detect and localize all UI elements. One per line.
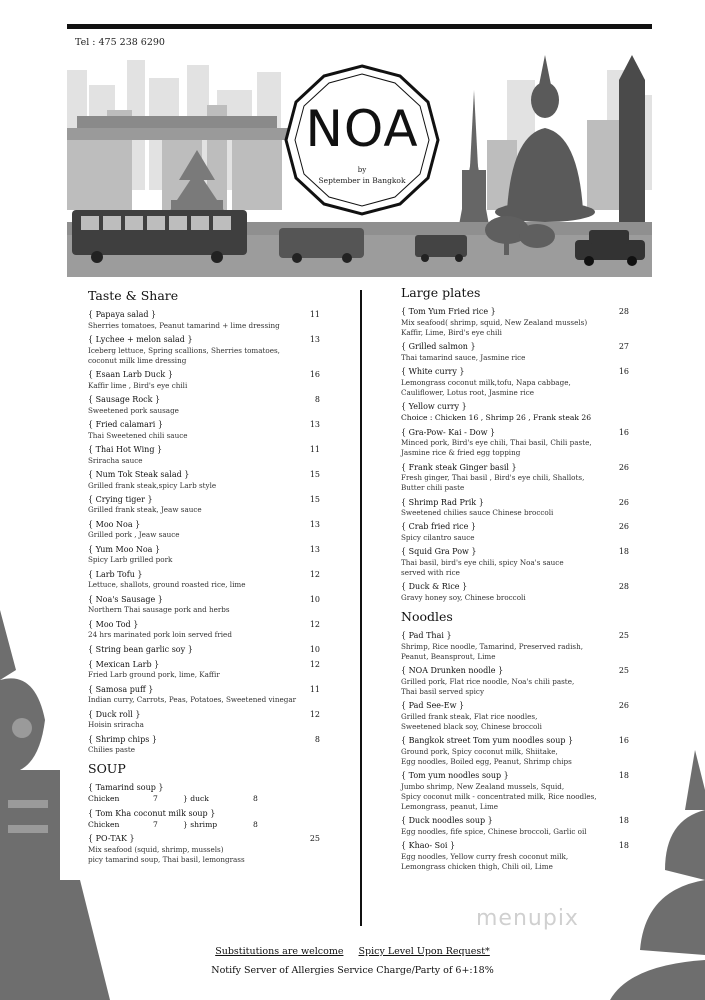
- menu-item-name: { Tom Yum Fried rice }: [401, 307, 496, 316]
- section-title-soup: SOUP: [88, 761, 126, 777]
- menu-item-description: Spicy Larb grilled pork: [88, 555, 173, 565]
- menu-item-description: Thai Sweetened chili sauce: [88, 430, 188, 440]
- menu-item-price: 11: [309, 684, 320, 694]
- menu-item-description: Jasmine rice & fried egg topping: [401, 448, 521, 458]
- menu-item-options: [88, 820, 320, 831]
- menu-item: [88, 645, 320, 656]
- menu-item-option: Chicken: [88, 819, 120, 829]
- menu-item-name: { Larb Tofu }: [88, 569, 143, 579]
- menu-item-description: Grilled frank steak, Flat rice noodles,: [401, 711, 538, 721]
- menu-item-option: } shrimp: [183, 819, 218, 829]
- menu-item-name: { String bean garlic soy }: [88, 644, 193, 654]
- menu-item-name: { Sausage Rock }: [88, 394, 161, 404]
- soup-list: [88, 783, 320, 865]
- menu-item-description: Mix seafood (squid, shrimp, mussels): [88, 845, 224, 855]
- menu-item-name: { Pad See-Ew }: [401, 701, 465, 711]
- menu-item-price: 25: [618, 666, 629, 676]
- menu-item-description: Cauliflower, Lotus root, Jasmine rice: [401, 387, 535, 397]
- menu-item-name: { Khao- Soi }: [401, 840, 456, 850]
- spicy-level-note: Spicy Level Upon Request*: [358, 946, 490, 957]
- footer-notice: [0, 946, 705, 957]
- menu-item-price: 16: [618, 736, 629, 745]
- menu-item-price: 13: [309, 519, 320, 529]
- menu-item-option: 7: [153, 819, 158, 829]
- menu-item-name: { Thai Hot Wing }: [88, 444, 163, 454]
- menu-item-description: Lettuce, shallots, ground roasted rice, lime: [88, 580, 246, 590]
- menu-item-price: 13: [309, 419, 320, 429]
- menu-item-description: Egg noodles, Yellow curry fresh coconut milk,: [401, 851, 569, 861]
- menu-item-options: [88, 794, 320, 805]
- menu-item: [88, 809, 320, 830]
- menu-item: [401, 582, 629, 603]
- menu-item-price: 26: [618, 497, 629, 507]
- menu-item-price: 26: [618, 462, 629, 472]
- logo-subtitle: September in Bangkok: [318, 176, 406, 185]
- menu-item-description: Kaffir, Lime, Bird's eye chili: [401, 327, 502, 337]
- menu-item-description: Minced pork, Bird's eye chili, Thai basil, Chili paste,: [401, 438, 592, 448]
- menu-item: [401, 736, 629, 767]
- menu-item-name: { Bangkok street Tom yum noodles soup }: [401, 736, 574, 745]
- menu-item-description: Egg noodles, Boiled egg, Peanut, Shrimp chips: [401, 756, 572, 766]
- menu-item: [401, 367, 629, 398]
- menu-item: [401, 307, 629, 338]
- menu-item-name: { Tom Kha coconut milk soup }: [88, 808, 216, 818]
- menu-item-description: Grilled frank steak,spicy Larb style: [88, 480, 217, 490]
- menu-item-description: Mix seafood( shrimp, squid, New Zealand mussels): [401, 317, 588, 327]
- menu-item-price: 12: [309, 709, 320, 719]
- menu-item-description: Chilies paste: [88, 745, 135, 755]
- menu-item-price: 18: [618, 547, 629, 557]
- menu-item-name: { Duck noodles soup }: [401, 815, 493, 825]
- guardian-statue-left: [0, 610, 110, 1000]
- menu-item-price: 26: [618, 701, 629, 711]
- menu-item: [401, 666, 629, 697]
- menu-item: [88, 735, 320, 756]
- taste-share-list: [88, 310, 320, 755]
- menu-item-description: Ground pork, Spicy coconut milk, Shiitake,: [401, 746, 558, 756]
- menu-item-name: { Grilled salmon }: [401, 341, 476, 351]
- menu-item: [401, 522, 629, 543]
- menu-item-price: 11: [309, 444, 320, 454]
- menu-item-description: Peanut, Beansprout, Lime: [401, 651, 496, 661]
- menu-item-name: { Papaya salad }: [88, 310, 157, 319]
- menu-item: [88, 445, 320, 466]
- menu-item-name: { Fried calamari }: [88, 419, 163, 429]
- menu-item-description: Grilled pork, Flat rice noodle, Noa's chili paste,: [401, 676, 575, 686]
- menu-item: [401, 816, 629, 837]
- menu-item-name: { Shrimp chips }: [88, 734, 157, 744]
- menu-item-name: { Crab fried rice }: [401, 522, 476, 532]
- logo-by: by: [357, 166, 367, 174]
- menu-item: [401, 701, 629, 732]
- menu-item-price: 16: [618, 427, 629, 437]
- menu-item-name: { Noa's Sausage }: [88, 594, 163, 604]
- menu-item-name: { Yellow curry }: [401, 401, 467, 411]
- menu-item-description: Hoisin sriracha: [88, 720, 144, 730]
- menu-item: [401, 547, 629, 578]
- menu-item-price: 8: [314, 734, 320, 744]
- menu-item-options: Choice : Chicken 16 , Shrimp 26 , Frank steak 26: [401, 412, 592, 422]
- menu-item-price: 25: [618, 631, 629, 641]
- menu-item-price: 18: [618, 840, 629, 850]
- menu-item: [88, 335, 320, 366]
- menu-item-price: 18: [618, 815, 629, 825]
- section-title-taste-share: Taste & Share: [88, 288, 179, 303]
- menu-item: [88, 310, 320, 331]
- menu-item: [88, 660, 320, 681]
- menu-item: [88, 620, 320, 641]
- menu-item-description: Northern Thai sausage pork and herbs: [88, 605, 230, 615]
- menu-item-price: 12: [309, 619, 320, 629]
- menu-item-description: Thai basil served spicy: [401, 686, 485, 696]
- menu-item-price: 15: [309, 494, 320, 504]
- menu-item-description: Fresh ginger, Thai basil , Bird's eye chili, Shallots,: [401, 473, 585, 483]
- menu-item-name: { Pad Thai }: [401, 631, 452, 641]
- menu-item-name: { Esaan Larb Duck }: [88, 369, 173, 379]
- menu-item-description: Sherries tomatoes, Peanut tamarind + lime dressing: [88, 320, 280, 330]
- menu-item-description: Thai tamarind sauce, Jasmine rice: [401, 352, 526, 362]
- menu-item-name: { NOA Drunken noodle }: [401, 666, 504, 676]
- menu-item-description: Thai basil, bird's eye chili, spicy Noa's sauce: [401, 558, 564, 568]
- menu-item: [88, 545, 320, 566]
- menu-item-price: 27: [618, 341, 629, 351]
- menu-item-price: 12: [309, 569, 320, 579]
- menu-item-price: 15: [309, 469, 320, 479]
- menu-item-name: { Tom yum noodles soup }: [401, 770, 509, 780]
- menu-item-description: Fried Larb ground pork, lime, Kaffir: [88, 670, 220, 680]
- menu-item-name: { Lychee + melon salad }: [88, 334, 193, 344]
- menu-item-price: 11: [309, 310, 320, 319]
- menu-item-price: 25: [309, 834, 320, 844]
- menu-item-name: { Yum Moo Noa }: [88, 544, 161, 554]
- menu-item-name: { Mexican Larb }: [88, 659, 160, 669]
- menu-item-price: 10: [309, 594, 320, 604]
- menu-item: [401, 498, 629, 519]
- menu-item-option: 8: [253, 793, 258, 803]
- substitutions-note: Substitutions are welcome: [215, 946, 344, 957]
- menu-item-name: { Frank steak Ginger basil }: [401, 462, 517, 472]
- column-divider: [360, 290, 362, 926]
- menu-item-description: Iceberg lettuce, Spring scallions, Sherries tomatoes,: [88, 345, 280, 355]
- menu-item: [401, 631, 629, 662]
- menu-item: [88, 710, 320, 731]
- top-rule: [67, 24, 652, 29]
- menu-item-price: 8: [314, 394, 320, 404]
- menu-item-description: coconut milk lime dressing: [88, 355, 187, 365]
- menu-item: [88, 685, 320, 706]
- menu-item: [88, 834, 320, 865]
- menu-item: [88, 595, 320, 616]
- menu-item-price: 18: [618, 770, 629, 780]
- menu-item: [88, 470, 320, 491]
- menu-item-price: 28: [618, 582, 629, 592]
- menu-item: [88, 520, 320, 541]
- menu-item-option: 7: [153, 793, 158, 803]
- menu-item-name: { Crying tiger }: [88, 494, 153, 504]
- menu-item-description: Indian curry, Carrots, Peas, Potatoes, Sweetened vinegar: [88, 695, 297, 705]
- menu-item-description: Sweetened chilies sauce Chinese broccoli: [401, 508, 554, 518]
- menu-item-description: Gravy honey soy, Chinese broccoli: [401, 593, 526, 603]
- phone-number: Tel : 475 238 6290: [75, 37, 165, 48]
- allergy-service-note: Notify Server of Allergies Service Charge/Party of 6+:18%: [211, 965, 494, 976]
- menu-item-description: Lemongrass coconut milk,tofu, Napa cabbage,: [401, 377, 571, 387]
- menu-item-option: 8: [253, 819, 258, 829]
- menu-item: [401, 841, 629, 872]
- menu-item: [88, 570, 320, 591]
- menu-item-name: { Num Tok Steak salad }: [88, 469, 190, 479]
- menu-item-description: Shrimp, Rice noodle, Tamarind, Preserved radish,: [401, 641, 584, 651]
- menu-item: [88, 420, 320, 441]
- menu-item-price: 16: [618, 366, 629, 376]
- menu-item-description: served with rice: [401, 568, 460, 578]
- menu-item-option: Chicken: [88, 793, 120, 803]
- menu-item-price: 13: [309, 544, 320, 554]
- section-title-large-plates: Large plates: [401, 285, 481, 300]
- menu-item: [88, 495, 320, 516]
- menu-item: [401, 402, 629, 423]
- menu-item-name: { Moo Tod }: [88, 619, 139, 629]
- menu-item-name: { Shrimp Rad Prik }: [401, 497, 484, 507]
- section-title-noodles: Noodles: [401, 609, 453, 625]
- noodles-list: [401, 631, 629, 872]
- menu-item-price: 16: [309, 369, 320, 379]
- menu-item: [88, 370, 320, 391]
- menu-item-name: { PO-TAK }: [88, 834, 135, 844]
- menu-item-description: Grilled frank steak, Jeaw sauce: [88, 505, 202, 515]
- menu-item: [401, 342, 629, 363]
- menu-item-description: picy tamarind soup, Thai basil, lemongrass: [88, 855, 245, 865]
- menu-item-price: 12: [309, 659, 320, 669]
- menu-item-description: Sweetened black soy, Chinese broccoli: [401, 721, 542, 731]
- menu-item-price: 28: [618, 307, 629, 316]
- menu-item-name: { Duck roll }: [88, 709, 141, 719]
- menu-item-description: Lemongrass, peanut, Lime: [401, 801, 499, 811]
- menu-item: [88, 395, 320, 416]
- menu-item-description: Grilled pork , Jeaw sauce: [88, 530, 180, 540]
- menu-item-option: } duck: [183, 793, 209, 803]
- menu-item-name: { White curry }: [401, 366, 465, 376]
- menu-item-price: 26: [618, 522, 629, 532]
- watermark-text: menupix: [476, 906, 579, 931]
- menu-item-description: Spicy cilantro sauce: [401, 533, 475, 543]
- large-plates-list: [401, 307, 629, 603]
- menu-item-name: { Tamarind soup }: [88, 783, 164, 793]
- menu-item: [401, 771, 629, 812]
- menu-item: [88, 783, 320, 804]
- menu-item-name: { Samosa puff }: [88, 684, 154, 694]
- right-menu-column: [401, 285, 629, 876]
- menu-item: [401, 428, 629, 459]
- menu-item-description: Sweetened pork sausage: [88, 405, 179, 415]
- logo-name: NOA: [305, 100, 419, 158]
- menu-item-name: { Duck & Rice }: [401, 582, 468, 592]
- menu-item-name: { Squid Gra Pow }: [401, 547, 477, 557]
- menu-item-price: 13: [309, 334, 320, 344]
- menu-item-description: Spicy coconut milk - concentrated milk, Rice noodles,: [401, 791, 597, 801]
- menu-item-description: Jumbo shrimp, New Zealand mussels, Squid,: [401, 781, 565, 791]
- menu-item-description: Butter chili paste: [401, 483, 465, 493]
- restaurant-logo: [282, 62, 442, 218]
- menu-item-description: Kaffir lime , Bird's eye chili: [88, 380, 188, 390]
- menu-item-description: 24 hrs marinated pork loin served fried: [88, 630, 232, 640]
- menu-item: [401, 463, 629, 494]
- menu-item-description: Sriracha sauce: [88, 455, 143, 465]
- menu-item-name: { Moo Noa }: [88, 519, 141, 529]
- left-menu-column: [88, 288, 320, 869]
- buddha-statue-right: [610, 750, 705, 1000]
- menu-item-price: 10: [309, 644, 320, 654]
- menu-item-name: { Gra-Pow- Kai - Dow }: [401, 427, 496, 437]
- menu-item-description: Lemongrass chicken thigh, Chili oil, Lime: [401, 861, 553, 871]
- menu-item-description: Egg noodles, fife spice, Chinese broccoli, Garlic oil: [401, 826, 587, 836]
